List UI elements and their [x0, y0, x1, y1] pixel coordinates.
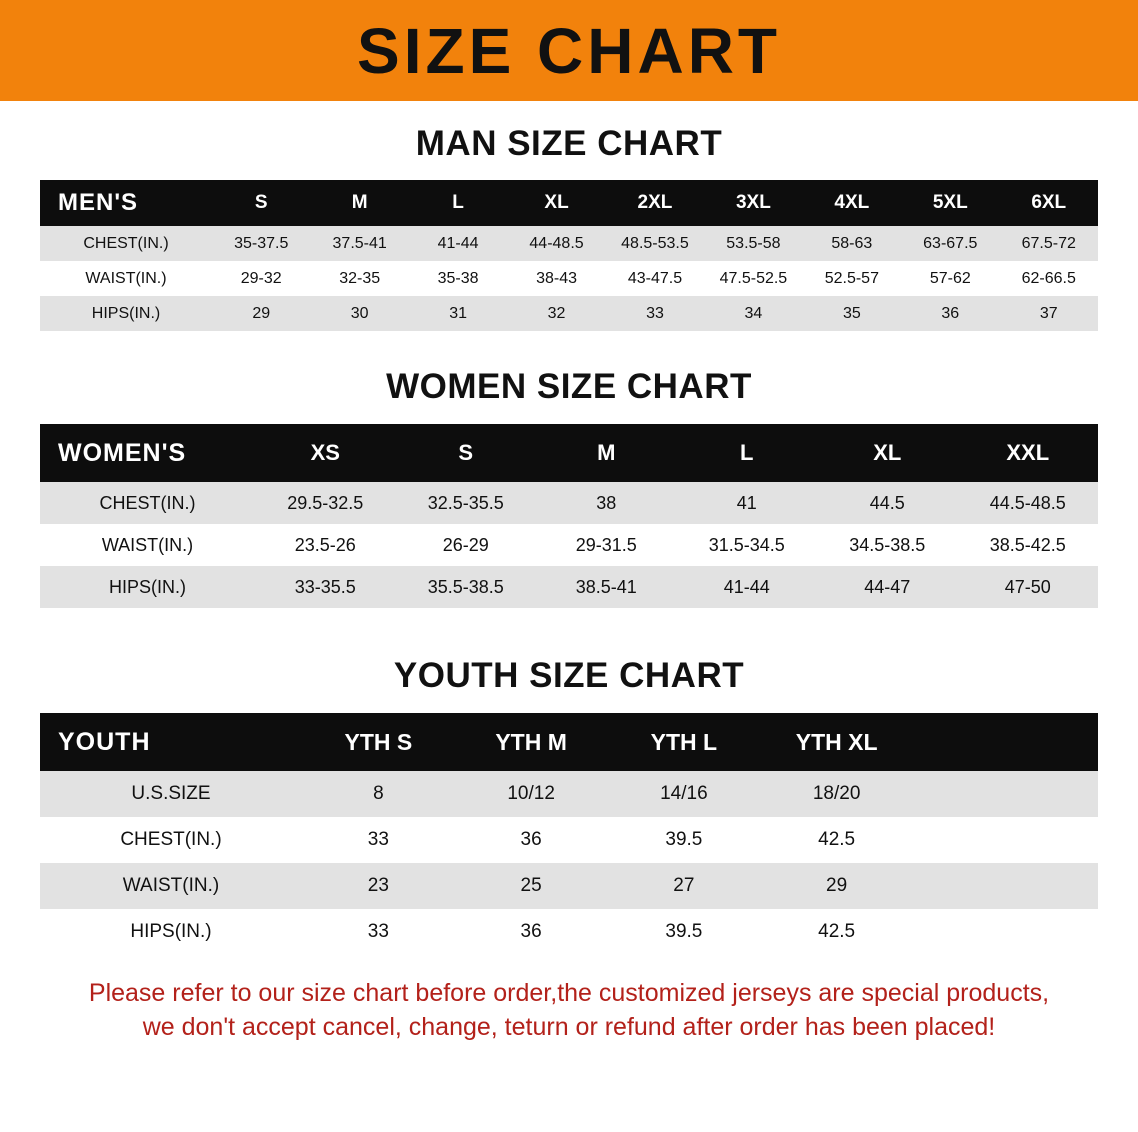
men-col-3: XL — [507, 180, 605, 226]
youth-r1-c3: 42.5 — [760, 817, 913, 863]
footer-note — [34, 977, 1104, 1045]
page-title: SIZE CHART — [357, 14, 781, 87]
youth-r2-c3: 29 — [760, 863, 913, 909]
men-col-6: 4XL — [803, 180, 901, 226]
youth-row-2-label: WAIST(IN.) — [40, 863, 302, 909]
youth-r2-c1: 25 — [455, 863, 608, 909]
table-header-row — [40, 713, 1098, 771]
women-r1-c3: 31.5-34.5 — [677, 524, 818, 566]
table-row — [40, 524, 1098, 566]
men-r1-c6: 52.5-57 — [803, 261, 901, 296]
youth-row-3-label: HIPS(IN.) — [40, 909, 302, 955]
women-col-1: S — [396, 424, 537, 482]
men-row-label-header: MEN'S — [40, 180, 212, 226]
women-row-label-header: WOMEN'S — [40, 424, 255, 482]
youth-table-wrapper — [40, 713, 1098, 955]
men-r0-c6: 58-63 — [803, 226, 901, 261]
women-r2-c0: 33-35.5 — [255, 566, 396, 608]
men-col-5: 3XL — [704, 180, 802, 226]
women-r0-c3: 41 — [677, 482, 818, 524]
youth-r3-c2: 39.5 — [608, 909, 761, 955]
banner — [0, 0, 1138, 101]
women-size-table — [40, 424, 1098, 608]
women-col-0: XS — [255, 424, 396, 482]
footer-note-line-1: Please refer to our size chart before order,the customized jerseys are special products, — [88, 979, 1050, 1007]
table-header-row — [40, 180, 1098, 226]
men-r1-c1: 32-35 — [310, 261, 408, 296]
men-r2-c1: 30 — [310, 296, 408, 331]
women-r2-c1: 35.5-38.5 — [396, 566, 537, 608]
youth-r3-spacer — [913, 909, 1098, 955]
table-row — [40, 296, 1098, 331]
youth-section-heading: YOUTH SIZE CHART — [393, 656, 745, 695]
women-r0-c0: 29.5-32.5 — [255, 482, 396, 524]
women-row-1-label: WAIST(IN.) — [40, 524, 255, 566]
men-col-0: S — [212, 180, 310, 226]
men-col-2: L — [409, 180, 507, 226]
men-row-2-label: HIPS(IN.) — [40, 296, 212, 331]
men-r1-c5: 47.5-52.5 — [704, 261, 802, 296]
table-row — [40, 771, 1098, 817]
men-col-7: 5XL — [901, 180, 999, 226]
women-r0-c4: 44.5 — [817, 482, 958, 524]
youth-r0-c2: 14/16 — [608, 771, 761, 817]
men-col-1: M — [310, 180, 408, 226]
men-r2-c3: 32 — [507, 296, 605, 331]
youth-col-0: YTH S — [302, 713, 455, 771]
men-r2-c7: 36 — [901, 296, 999, 331]
youth-r1-spacer — [913, 817, 1098, 863]
youth-col-1: YTH M — [455, 713, 608, 771]
men-r2-c8: 37 — [1000, 296, 1099, 331]
men-r1-c3: 38-43 — [507, 261, 605, 296]
table-row — [40, 226, 1098, 261]
women-r2-c2: 38.5-41 — [536, 566, 677, 608]
men-r1-c2: 35-38 — [409, 261, 507, 296]
youth-col-3: YTH XL — [760, 713, 913, 771]
women-col-5: XXL — [958, 424, 1099, 482]
men-r0-c1: 37.5-41 — [310, 226, 408, 261]
youth-row-1-label: CHEST(IN.) — [40, 817, 302, 863]
youth-r2-c0: 23 — [302, 863, 455, 909]
youth-r1-c2: 39.5 — [608, 817, 761, 863]
youth-r0-c0: 8 — [302, 771, 455, 817]
women-r1-c4: 34.5-38.5 — [817, 524, 958, 566]
men-row-1-label: WAIST(IN.) — [40, 261, 212, 296]
women-r1-c5: 38.5-42.5 — [958, 524, 1099, 566]
men-r1-c8: 62-66.5 — [1000, 261, 1099, 296]
men-r0-c3: 44-48.5 — [507, 226, 605, 261]
men-col-4: 2XL — [606, 180, 704, 226]
women-col-4: XL — [817, 424, 958, 482]
women-col-3: L — [677, 424, 818, 482]
women-r2-c3: 41-44 — [677, 566, 818, 608]
men-r2-c5: 34 — [704, 296, 802, 331]
table-row — [40, 261, 1098, 296]
table-row — [40, 817, 1098, 863]
women-r2-c5: 47-50 — [958, 566, 1099, 608]
man-table-wrapper — [40, 180, 1098, 331]
men-r1-c7: 57-62 — [901, 261, 999, 296]
youth-col-2: YTH L — [608, 713, 761, 771]
women-r0-c5: 44.5-48.5 — [958, 482, 1099, 524]
men-r2-c6: 35 — [803, 296, 901, 331]
women-r0-c2: 38 — [536, 482, 677, 524]
men-col-8: 6XL — [1000, 180, 1099, 226]
men-size-table — [40, 180, 1098, 331]
men-r0-c7: 63-67.5 — [901, 226, 999, 261]
women-r1-c1: 26-29 — [396, 524, 537, 566]
youth-r3-c1: 36 — [455, 909, 608, 955]
table-row — [40, 566, 1098, 608]
youth-r2-spacer — [913, 863, 1098, 909]
youth-r0-spacer — [913, 771, 1098, 817]
men-r0-c2: 41-44 — [409, 226, 507, 261]
youth-r1-c1: 36 — [455, 817, 608, 863]
youth-row-0-label: U.S.SIZE — [40, 771, 302, 817]
women-row-0-label: CHEST(IN.) — [40, 482, 255, 524]
men-r0-c0: 35-37.5 — [212, 226, 310, 261]
men-r1-c0: 29-32 — [212, 261, 310, 296]
men-row-0-label: CHEST(IN.) — [40, 226, 212, 261]
table-row — [40, 482, 1098, 524]
women-r1-c0: 23.5-26 — [255, 524, 396, 566]
women-r1-c2: 29-31.5 — [536, 524, 677, 566]
man-section-heading: MAN SIZE CHART — [415, 124, 723, 163]
women-col-2: M — [536, 424, 677, 482]
youth-r0-c3: 18/20 — [760, 771, 913, 817]
table-header-row — [40, 424, 1098, 482]
youth-r1-c0: 33 — [302, 817, 455, 863]
women-r0-c1: 32.5-35.5 — [396, 482, 537, 524]
youth-r3-c0: 33 — [302, 909, 455, 955]
youth-col-spacer — [913, 713, 1098, 771]
youth-size-table — [40, 713, 1098, 955]
footer-note-line-2: we don't accept cancel, change, teturn or refund after order has been placed! — [142, 1012, 996, 1041]
youth-row-label-header: YOUTH — [40, 713, 302, 771]
men-r0-c8: 67.5-72 — [1000, 226, 1099, 261]
men-r2-c0: 29 — [212, 296, 310, 331]
men-r0-c5: 53.5-58 — [704, 226, 802, 261]
table-row — [40, 863, 1098, 909]
women-table-wrapper — [40, 424, 1098, 608]
youth-r3-c3: 42.5 — [760, 909, 913, 955]
youth-r0-c1: 10/12 — [455, 771, 608, 817]
men-r2-c4: 33 — [606, 296, 704, 331]
women-section-heading: WOMEN SIZE CHART — [386, 367, 752, 406]
men-r2-c2: 31 — [409, 296, 507, 331]
men-r1-c4: 43-47.5 — [606, 261, 704, 296]
men-r0-c4: 48.5-53.5 — [606, 226, 704, 261]
table-row — [40, 909, 1098, 955]
women-row-2-label: HIPS(IN.) — [40, 566, 255, 608]
women-r2-c4: 44-47 — [817, 566, 958, 608]
youth-r2-c2: 27 — [608, 863, 761, 909]
